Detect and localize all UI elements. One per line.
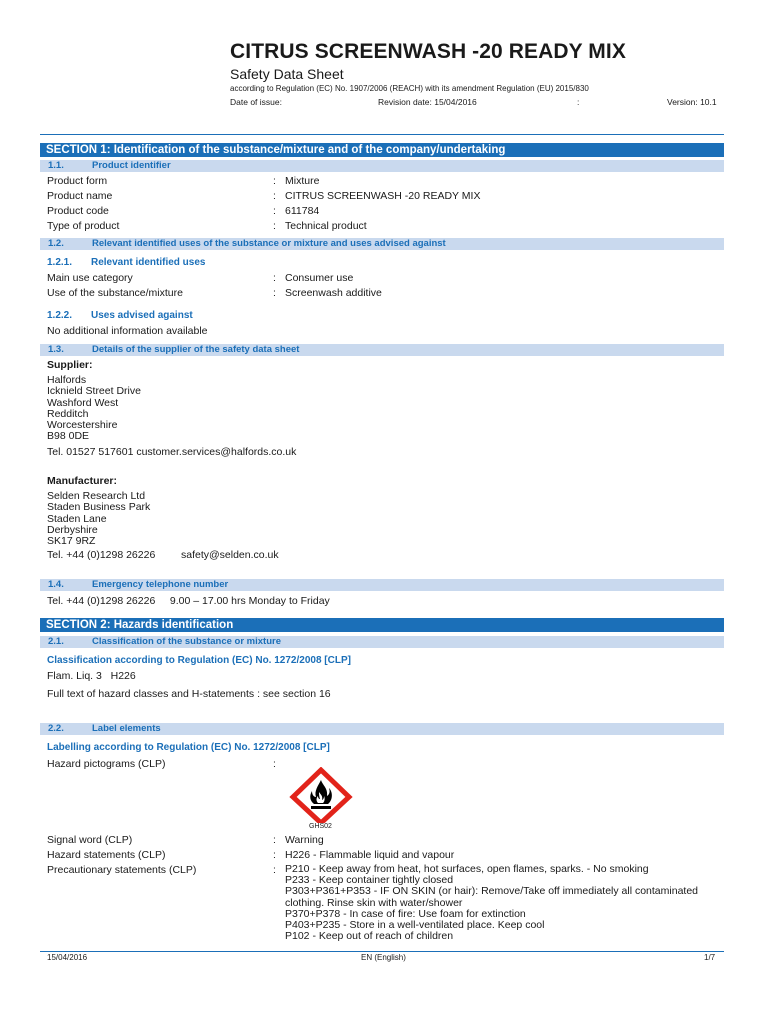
row-key: Hazard pictograms (CLP) xyxy=(47,758,166,770)
row-key: Product form xyxy=(47,175,108,187)
row-key: Signal word (CLP) xyxy=(47,834,133,846)
manufacturer-label: Manufacturer: xyxy=(47,475,118,487)
clp-classification-heading: Classification according to Regulation (EC) No. 1272/2008 [CLP] xyxy=(47,655,351,666)
footer-page-number: 1/7 xyxy=(704,953,716,962)
version: Version: 10.1 xyxy=(667,97,717,107)
full-text-note: Full text of hazard classes and H-statements : see section 16 xyxy=(47,688,331,700)
footer-language: EN (English) xyxy=(361,953,406,962)
row-key: Use of the substance/mixture xyxy=(47,287,183,299)
manufacturer-tel: Tel. +44 (0)1298 26226 xyxy=(47,549,156,561)
row-colon: : xyxy=(273,205,276,217)
address-line: Redditch xyxy=(47,407,89,420)
subsection-1-2-2 xyxy=(47,310,647,323)
row-key: Type of product xyxy=(47,220,120,232)
hazard-statements-row xyxy=(47,849,724,863)
subsection-number: 1.2. xyxy=(48,238,64,249)
subsection-1-2 xyxy=(40,238,724,250)
pictograms-row xyxy=(47,758,724,772)
row-colon: : xyxy=(273,849,276,861)
row-colon: : xyxy=(273,272,276,284)
subsection-number: 1.3. xyxy=(48,344,64,355)
classification-text: Flam. Liq. 3 H226 xyxy=(47,670,136,682)
address-line: Washford West xyxy=(47,396,119,409)
product-row xyxy=(47,175,724,189)
address-line: Staden Business Park xyxy=(47,501,151,514)
footer-date: 15/04/2016 xyxy=(47,953,88,962)
row-value: Warning xyxy=(285,834,324,846)
manufacturer-email: safety@selden.co.uk xyxy=(181,549,279,561)
subsection-label: Relevant identified uses of the substance or mixture and uses advised against xyxy=(92,238,446,249)
address-line: Worcestershire xyxy=(47,419,118,432)
row-colon: : xyxy=(273,834,276,846)
subsection-2-2 xyxy=(40,723,724,735)
section-2-title: SECTION 2: Hazards identification xyxy=(40,618,724,632)
product-row xyxy=(47,220,724,234)
row-colon: : xyxy=(273,220,276,232)
footer-divider xyxy=(40,951,724,952)
precautionary-line: P303+P361+P353 - IF ON SKIN (or hair): Remove/Take off immediately all contaminated xyxy=(285,885,699,898)
subsection-1-2-1 xyxy=(47,257,647,270)
precautionary-line: clothing. Rinse skin with water/shower xyxy=(285,896,463,909)
row-value: Screenwash additive xyxy=(285,287,382,299)
row-key: Product code xyxy=(47,205,109,217)
row-value: Mixture xyxy=(285,175,320,187)
supplier-contact: Tel. 01527 517601 customer.services@halfords.co.uk xyxy=(47,446,297,458)
product-row xyxy=(47,205,724,219)
address-line: Staden Lane xyxy=(47,512,107,525)
subsection-number: 1.1. xyxy=(48,160,64,171)
row-colon: : xyxy=(273,864,276,876)
subsection-label: Relevant identified uses xyxy=(91,257,206,268)
subsection-label: Uses advised against xyxy=(91,310,193,321)
row-value: Technical product xyxy=(285,220,367,232)
supplier-label: Supplier: xyxy=(47,359,93,371)
subsection-label: Label elements xyxy=(92,723,161,734)
row-key: Main use category xyxy=(47,272,133,284)
subsection-number: 2.1. xyxy=(48,636,64,647)
meta-colon: : xyxy=(577,97,580,107)
row-colon: : xyxy=(273,175,276,187)
precautionary-line: P403+P235 - Store in a well-ventilated place. Keep cool xyxy=(285,919,545,932)
row-value: 611784 xyxy=(285,205,320,217)
precautionary-line: P233 - Keep container tightly closed xyxy=(285,874,454,887)
subsection-label: Classification of the substance or mixture xyxy=(92,636,281,647)
use-row xyxy=(47,272,724,286)
product-row xyxy=(47,190,724,204)
subsection-number: 1.2.2. xyxy=(47,310,73,321)
address-line: SK17 9RZ xyxy=(47,535,96,548)
address-line: Halfords xyxy=(47,374,87,386)
subsection-1-4 xyxy=(40,579,724,591)
subsection-label: Emergency telephone number xyxy=(92,579,229,590)
row-colon: : xyxy=(273,287,276,299)
address-line: Icknield Street Drive xyxy=(47,385,141,398)
row-value: CITRUS SCREENWASH -20 READY MIX xyxy=(285,190,481,202)
subsection-2-1 xyxy=(40,636,724,648)
row-colon: : xyxy=(273,758,276,770)
signal-word-row xyxy=(47,834,724,848)
supplier-address xyxy=(47,375,141,443)
precautionary-line: P370+P378 - In case of fire: Use foam for extinction xyxy=(285,907,526,920)
precautionary-statements xyxy=(285,864,698,942)
document-type: Safety Data Sheet xyxy=(230,66,344,82)
row-value: Consumer use xyxy=(285,272,354,284)
subsection-number: 2.2. xyxy=(48,723,64,734)
subsection-1-1 xyxy=(40,160,724,172)
row-key: Product name xyxy=(47,190,113,202)
use-row xyxy=(47,287,724,301)
precautionary-line: P102 - Keep out of reach of children xyxy=(285,930,454,943)
emergency-phone: Tel. +44 (0)1298 26226 9.00 – 17.00 hrs Monday to Friday xyxy=(47,595,330,607)
product-title: CITRUS SCREENWASH -20 READY MIX xyxy=(230,40,626,63)
subsection-number: 1.4. xyxy=(48,579,64,590)
manufacturer-address xyxy=(47,491,150,547)
subsection-1-3 xyxy=(40,344,724,356)
regulation-note: according to Regulation (EC) No. 1907/2006 (REACH) with its amendment Regulation (EU) 2015/830 xyxy=(230,84,589,93)
subsection-label: Details of the supplier of the safety data sheet xyxy=(92,344,300,355)
subsection-label: Product identifier xyxy=(92,160,171,171)
pictogram-code: GHS02 xyxy=(309,823,332,830)
flame-pictogram-icon xyxy=(288,767,354,823)
subsection-number: 1.2.1. xyxy=(47,257,73,268)
address-line: B98 0DE xyxy=(47,430,90,443)
row-value: H226 - Flammable liquid and vapour xyxy=(285,849,455,861)
no-info-text: No additional information available xyxy=(47,325,208,337)
row-key: Precautionary statements (CLP) xyxy=(47,864,197,876)
section-1-title: SECTION 1: Identification of the substance/mixture and of the company/undertaking xyxy=(40,143,724,157)
precautionary-line: P210 - Keep away from heat, hot surfaces, open flames, sparks. - No smoking xyxy=(285,863,649,875)
labelling-heading: Labelling according to Regulation (EC) No. 1272/2008 [CLP] xyxy=(47,742,330,753)
row-key: Hazard statements (CLP) xyxy=(47,849,166,861)
date-of-issue-label: Date of issue: xyxy=(230,97,282,107)
revision-date: Revision date: 15/04/2016 xyxy=(378,97,477,107)
address-line: Derbyshire xyxy=(47,523,98,536)
address-line: Selden Research Ltd xyxy=(47,490,146,502)
header-divider xyxy=(40,134,724,135)
row-colon: : xyxy=(273,190,276,202)
